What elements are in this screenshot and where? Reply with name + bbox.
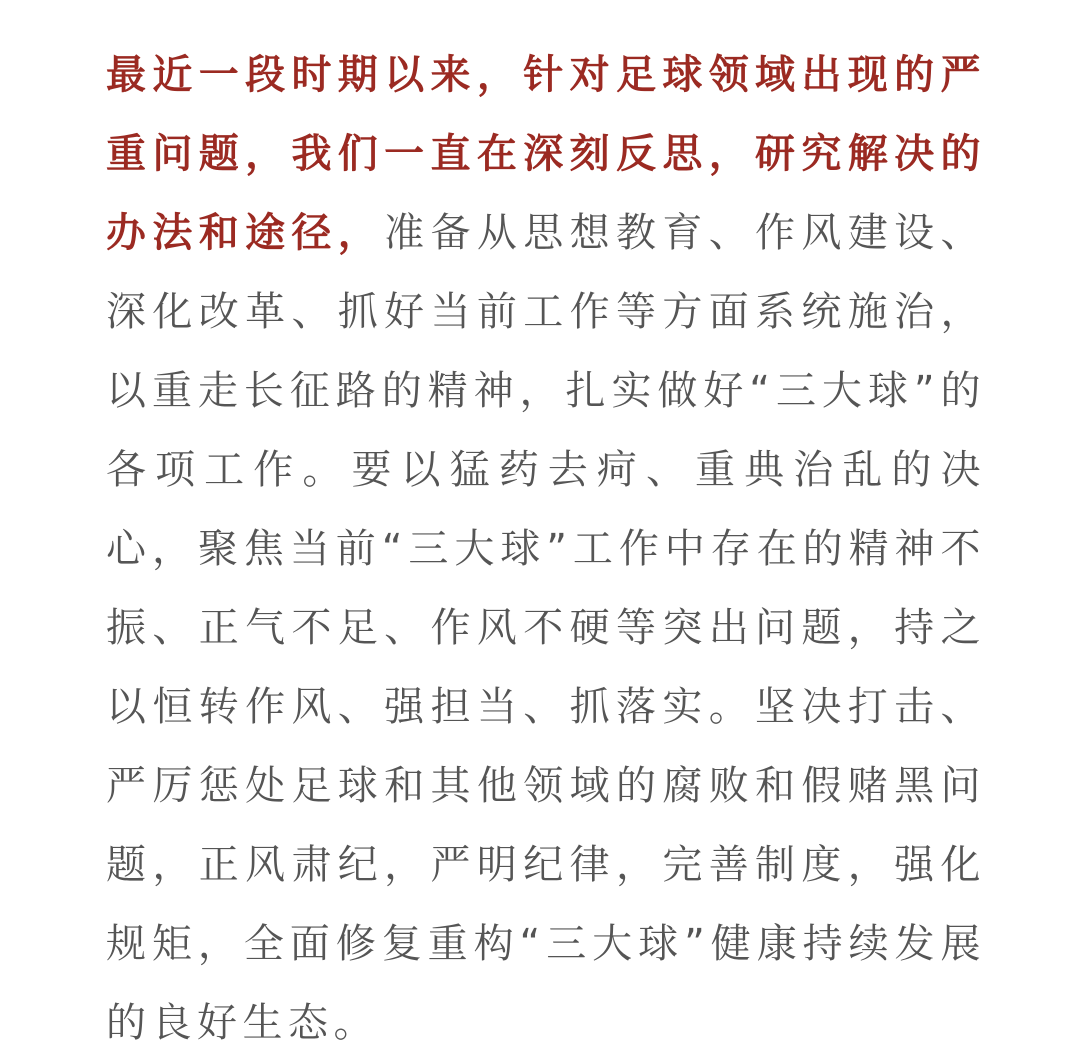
article-paragraph <box>106 36 986 1063</box>
emphasis-text: 最近一段时期以来，针对足球领域出现的严重问题，我们一直在深刻反思，研究解决的办法和途径， <box>106 52 986 256</box>
body-text: 准备从思想教育、作风建设、深化改革、抓好当前工作等方面系统施治，以重走长征路的精神，扎实做好“三大球”的各项工作。要以猛药去疴、重典治乱的决心，聚焦当前“三大球”工作中存在的精神不振、正气不足、作风不硬等突出问题，持之以恒转作风、强担当、抓落实。坚决打击、严厉惩处足球和其他领域的腐败和假赌黑问题，正风肃纪，严明纪律，完善制度，强化规矩，全面修复重构“三大球”健康持续发展的良好生态。 <box>106 210 987 1046</box>
